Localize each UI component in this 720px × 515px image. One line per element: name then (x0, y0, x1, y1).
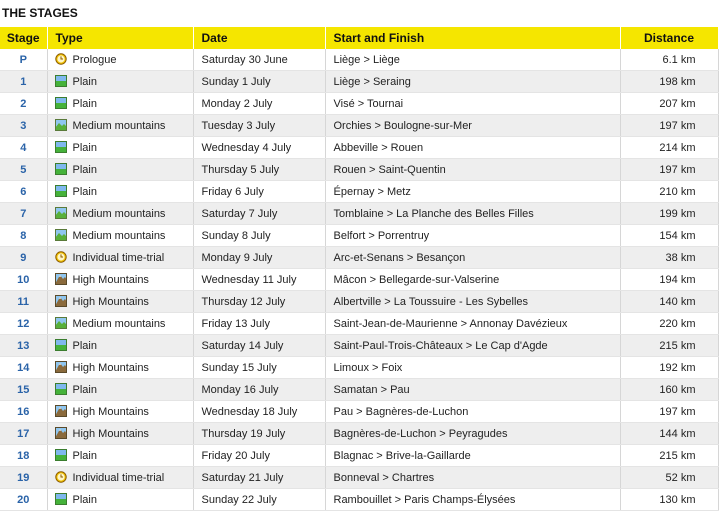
stage-route: Albertville > La Toussuire - Les Sybelles (325, 291, 620, 313)
stage-route: Épernay > Metz (325, 181, 620, 203)
stage-distance: 197 km (620, 159, 718, 181)
stage-type-label: Medium mountains (72, 120, 166, 132)
stage-distance: 197 km (620, 115, 718, 137)
table-body (0, 49, 718, 511)
stage-type-cell (47, 137, 193, 159)
plain-icon (55, 185, 67, 197)
stage-number: 15 (0, 379, 47, 401)
stage-type-label: Plain (72, 450, 97, 462)
high-mountain-icon (55, 295, 67, 307)
stage-date: Friday 6 July (193, 181, 325, 203)
stage-number: 17 (0, 423, 47, 445)
stage-type-cell (47, 467, 193, 489)
stage-distance: 144 km (620, 423, 718, 445)
stage-type-cell (47, 423, 193, 445)
table-row[interactable] (0, 313, 718, 335)
stage-route: Bonneval > Chartres (325, 467, 620, 489)
table-header-row (0, 27, 718, 49)
stage-type-cell (47, 225, 193, 247)
plain-icon (55, 97, 67, 109)
medium-mountain-icon (55, 229, 67, 241)
table-row[interactable] (0, 445, 718, 467)
plain-icon (55, 163, 67, 175)
stage-number: 2 (0, 93, 47, 115)
stage-route: Liège > Seraing (325, 71, 620, 93)
stage-type-cell (47, 115, 193, 137)
table-row[interactable] (0, 225, 718, 247)
table-row[interactable] (0, 423, 718, 445)
stage-type-label: High Mountains (72, 428, 149, 440)
stage-number: 18 (0, 445, 47, 467)
stage-date: Wednesday 4 July (193, 137, 325, 159)
stage-type-label: Medium mountains (72, 318, 166, 330)
stage-type-cell (47, 401, 193, 423)
stage-type-cell (47, 291, 193, 313)
stage-type-cell (47, 93, 193, 115)
stage-distance: 140 km (620, 291, 718, 313)
stage-type-label: High Mountains (72, 296, 149, 308)
stage-type-label: High Mountains (72, 274, 149, 286)
stage-type-label: Plain (72, 98, 97, 110)
section-title: THE STAGES (2, 6, 78, 20)
column-header-type[interactable]: Type (47, 27, 193, 49)
stage-type-label: Plain (72, 340, 97, 352)
stage-number: 5 (0, 159, 47, 181)
table-row[interactable] (0, 49, 718, 71)
stage-route: Liège > Liège (325, 49, 620, 71)
stage-distance: 52 km (620, 467, 718, 489)
table-row[interactable] (0, 357, 718, 379)
stage-route: Saint-Jean-de-Maurienne > Annonay Davézieux (325, 313, 620, 335)
table-row[interactable] (0, 379, 718, 401)
stage-distance: 38 km (620, 247, 718, 269)
stage-type-label: Individual time-trial (72, 252, 165, 264)
stage-distance: 210 km (620, 181, 718, 203)
stage-date: Sunday 15 July (193, 357, 325, 379)
stage-number: 20 (0, 489, 47, 511)
stage-number: 10 (0, 269, 47, 291)
stage-type-label: High Mountains (72, 406, 149, 418)
stage-date: Thursday 12 July (193, 291, 325, 313)
stage-date: Monday 16 July (193, 379, 325, 401)
stage-type-cell (47, 49, 193, 71)
stage-distance: 194 km (620, 269, 718, 291)
plain-icon (55, 449, 67, 461)
stage-date: Friday 13 July (193, 313, 325, 335)
stage-number: 11 (0, 291, 47, 313)
table-row[interactable] (0, 115, 718, 137)
table-row[interactable] (0, 159, 718, 181)
stage-date: Monday 2 July (193, 93, 325, 115)
plain-icon (55, 141, 67, 153)
column-header-distance[interactable]: Distance (620, 27, 718, 49)
high-mountain-icon (55, 405, 67, 417)
high-mountain-icon (55, 361, 67, 373)
stage-distance: 215 km (620, 335, 718, 357)
table-row[interactable] (0, 93, 718, 115)
stage-date: Thursday 5 July (193, 159, 325, 181)
stage-distance: 197 km (620, 401, 718, 423)
stage-route: Bagnères-de-Luchon > Peyragudes (325, 423, 620, 445)
stage-distance: 214 km (620, 137, 718, 159)
stage-date: Sunday 1 July (193, 71, 325, 93)
stage-type-label: Plain (72, 186, 97, 198)
stage-type-cell (47, 71, 193, 93)
table-row[interactable] (0, 467, 718, 489)
stage-distance: 6.1 km (620, 49, 718, 71)
stage-type-label: Medium mountains (72, 230, 166, 242)
stage-route: Saint-Paul-Trois-Châteaux > Le Cap d'Agde (325, 335, 620, 357)
stage-type-cell (47, 357, 193, 379)
stage-number: 19 (0, 467, 47, 489)
column-header-date[interactable]: Date (193, 27, 325, 49)
stage-type-label: Plain (72, 384, 97, 396)
stage-distance: 192 km (620, 357, 718, 379)
stage-type-cell (47, 489, 193, 511)
stage-type-cell (47, 203, 193, 225)
medium-mountain-icon (55, 119, 67, 131)
stage-distance: 154 km (620, 225, 718, 247)
stages-table (0, 27, 719, 511)
stage-type-cell (47, 181, 193, 203)
plain-icon (55, 75, 67, 87)
stage-type-cell (47, 247, 193, 269)
stage-type-label: Plain (72, 142, 97, 154)
stage-route: Limoux > Foix (325, 357, 620, 379)
stage-route: Visé > Tournai (325, 93, 620, 115)
stage-distance: 215 km (620, 445, 718, 467)
stage-type-cell (47, 379, 193, 401)
stage-date: Saturday 21 July (193, 467, 325, 489)
high-mountain-icon (55, 427, 67, 439)
stage-route: Mâcon > Bellegarde-sur-Valserine (325, 269, 620, 291)
table-row[interactable] (0, 203, 718, 225)
table-row[interactable] (0, 291, 718, 313)
clock-icon (55, 251, 67, 263)
stage-type-label: Individual time-trial (72, 472, 165, 484)
stage-type-label: Medium mountains (72, 208, 166, 220)
table-row[interactable] (0, 335, 718, 357)
stage-route: Abbeville > Rouen (325, 137, 620, 159)
table-row[interactable] (0, 401, 718, 423)
plain-icon (55, 339, 67, 351)
stage-date: Saturday 7 July (193, 203, 325, 225)
stage-type-cell (47, 313, 193, 335)
stage-distance: 207 km (620, 93, 718, 115)
stage-date: Saturday 30 June (193, 49, 325, 71)
stage-route: Samatan > Pau (325, 379, 620, 401)
stage-date: Friday 20 July (193, 445, 325, 467)
table-row[interactable] (0, 137, 718, 159)
stage-date: Tuesday 3 July (193, 115, 325, 137)
stage-distance: 199 km (620, 203, 718, 225)
stage-type-label: Plain (72, 164, 97, 176)
high-mountain-icon (55, 273, 67, 285)
stage-type-cell (47, 159, 193, 181)
stage-distance: 130 km (620, 489, 718, 511)
stage-route: Rambouillet > Paris Champs-Élysées (325, 489, 620, 511)
table-row[interactable] (0, 489, 718, 511)
table-row[interactable] (0, 247, 718, 269)
stage-distance: 198 km (620, 71, 718, 93)
clock-icon (55, 53, 67, 65)
stage-date: Wednesday 18 July (193, 401, 325, 423)
stage-route: Rouen > Saint-Quentin (325, 159, 620, 181)
stage-number: P (0, 49, 47, 71)
stage-date: Sunday 8 July (193, 225, 325, 247)
stage-type-label: Plain (72, 76, 97, 88)
plain-icon (55, 383, 67, 395)
stage-date: Thursday 19 July (193, 423, 325, 445)
column-header-route[interactable]: Start and Finish (325, 27, 620, 49)
stage-route: Arc-et-Senans > Besançon (325, 247, 620, 269)
stage-number: 3 (0, 115, 47, 137)
stage-distance: 160 km (620, 379, 718, 401)
stage-route: Blagnac > Brive-la-Gaillarde (325, 445, 620, 467)
stage-number: 16 (0, 401, 47, 423)
plain-icon (55, 493, 67, 505)
stage-number: 14 (0, 357, 47, 379)
stage-type-cell (47, 445, 193, 467)
medium-mountain-icon (55, 317, 67, 329)
stage-type-label: Prologue (72, 54, 117, 66)
stage-number: 8 (0, 225, 47, 247)
stage-date: Wednesday 11 July (193, 269, 325, 291)
stage-type-cell (47, 335, 193, 357)
stage-date: Saturday 14 July (193, 335, 325, 357)
column-header-stage[interactable]: Stage (0, 27, 47, 49)
table-row[interactable] (0, 269, 718, 291)
stage-type-cell (47, 269, 193, 291)
stage-number: 6 (0, 181, 47, 203)
stage-route: Orchies > Boulogne-sur-Mer (325, 115, 620, 137)
stage-number: 7 (0, 203, 47, 225)
stage-number: 13 (0, 335, 47, 357)
stage-number: 1 (0, 71, 47, 93)
table-row[interactable] (0, 181, 718, 203)
stage-route: Pau > Bagnères-de-Luchon (325, 401, 620, 423)
table-row[interactable] (0, 71, 718, 93)
stage-route: Tomblaine > La Planche des Belles Filles (325, 203, 620, 225)
clock-icon (55, 471, 67, 483)
stage-distance: 220 km (620, 313, 718, 335)
stage-number: 12 (0, 313, 47, 335)
stage-type-label: Plain (72, 494, 97, 506)
stage-route: Belfort > Porrentruy (325, 225, 620, 247)
stage-type-label: High Mountains (72, 362, 149, 374)
stage-number: 9 (0, 247, 47, 269)
stage-date: Sunday 22 July (193, 489, 325, 511)
stage-number: 4 (0, 137, 47, 159)
medium-mountain-icon (55, 207, 67, 219)
stage-date: Monday 9 July (193, 247, 325, 269)
